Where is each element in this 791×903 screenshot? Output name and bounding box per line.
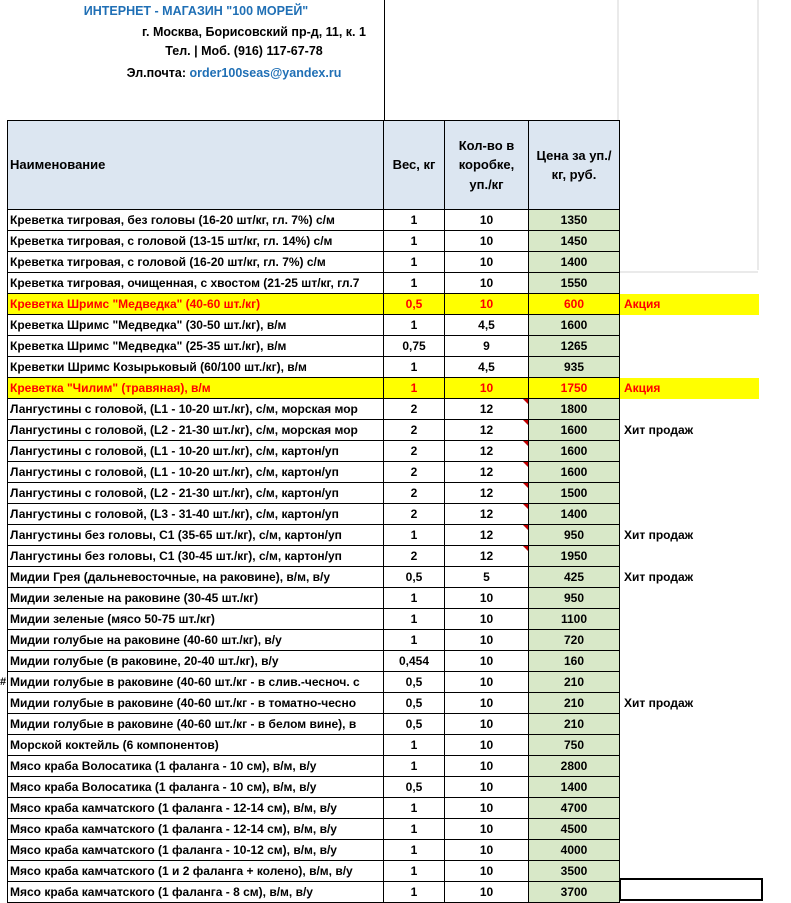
cell-name[interactable]: Креветки Шримс Козырьковый (60/100 шт./кг), в/м [8, 357, 384, 378]
cell-price[interactable]: 750 [529, 735, 620, 756]
cell-price[interactable]: 1500 [529, 483, 620, 504]
cell-price[interactable]: 160 [529, 651, 620, 672]
cell-price[interactable]: 1400 [529, 504, 620, 525]
cell-qty[interactable]: 12 [445, 546, 529, 567]
cell-name[interactable]: Креветка Шримс "Медведка" (30-50 шт./кг), в/м [8, 315, 384, 336]
table-row [8, 336, 760, 357]
cell-weight[interactable]: 0,75 [384, 336, 445, 357]
cell-name[interactable]: Креветка тигровая, очищенная, с хвостом (21-25 шт/кг, гл.7 [8, 273, 384, 294]
selected-cell[interactable] [619, 878, 763, 901]
cell-note[interactable] [620, 714, 760, 735]
cell-weight[interactable]: 1 [384, 882, 445, 903]
cell-name[interactable]: Мясо краба камчатского (1 фаланга - 8 см), в/м, в/у [8, 882, 384, 903]
cell-name[interactable]: Мясо краба камчатского (1 фаланга - 12-14 см), в/м, в/у [8, 819, 384, 840]
cell-note[interactable]: Хит продаж [624, 423, 694, 437]
cell-price[interactable]: 4700 [529, 798, 620, 819]
table-row [8, 462, 760, 483]
cell-note[interactable] [620, 546, 760, 567]
cell-weight[interactable]: 0,5 [384, 693, 445, 714]
cell-qty[interactable]: 12 [445, 399, 529, 420]
table-row [8, 252, 760, 273]
cell-name[interactable]: Морской коктейль (6 компонентов) [8, 735, 384, 756]
cell-price[interactable]: 1400 [529, 252, 620, 273]
cell-qty[interactable]: 4,5 [445, 357, 529, 378]
cell-weight[interactable]: 1 [384, 210, 445, 231]
cell-weight[interactable]: 2 [384, 420, 445, 441]
cell-qty[interactable]: 10 [445, 756, 529, 777]
cell-name[interactable]: Креветка Шримс "Медведка" (25-35 шт./кг), в/м [8, 336, 384, 357]
cell-price[interactable]: 4000 [529, 840, 620, 861]
table-row [8, 546, 760, 567]
cell-note[interactable] [620, 210, 760, 231]
cell-weight[interactable]: 2 [384, 462, 445, 483]
cell-note[interactable] [620, 273, 760, 294]
cell-qty[interactable]: 10 [445, 777, 529, 798]
cell-qty[interactable]: 10 [445, 252, 529, 273]
cell-price[interactable]: 1600 [529, 315, 620, 336]
cell-price[interactable]: 1550 [529, 273, 620, 294]
cell-note[interactable]: Акция [620, 378, 760, 399]
cell-price[interactable]: 600 [529, 294, 620, 315]
cell-name[interactable]: Мидии голубые на раковине (40-60 шт./кг), в/у [8, 630, 384, 651]
cell-qty[interactable]: 10 [445, 210, 529, 231]
cell-price[interactable]: 1350 [529, 210, 620, 231]
cell-price[interactable]: 950 [529, 588, 620, 609]
cell-price[interactable]: 1750 [529, 378, 620, 399]
cell-name[interactable]: Креветка тигровая, без головы (16-20 шт/кг, гл. 7%) с/м [8, 210, 384, 231]
cell-name[interactable]: Мидии голубые (в раковине, 20-40 шт./кг), в/у [8, 651, 384, 672]
cell-note[interactable] [620, 756, 760, 777]
cell-note[interactable] [620, 504, 760, 525]
cell-weight[interactable]: 1 [384, 798, 445, 819]
cell-qty[interactable]: 12 [445, 504, 529, 525]
cell-qty[interactable]: 10 [445, 861, 529, 882]
cell-weight[interactable]: 1 [384, 735, 445, 756]
cell-price[interactable]: 1950 [529, 546, 620, 567]
cell-price[interactable]: 935 [529, 357, 620, 378]
cell-note[interactable] [620, 336, 760, 357]
cell-qty[interactable]: 12 [445, 525, 529, 546]
cell-price[interactable]: 1450 [529, 231, 620, 252]
cell-qty[interactable]: 12 [445, 441, 529, 462]
cell-note[interactable] [620, 735, 760, 756]
cell-weight[interactable]: 1 [384, 273, 445, 294]
cell-name[interactable]: Лангустины с головой, (L2 - 21-30 шт./кг), с/м, картон/уп [8, 483, 384, 504]
table-row [8, 567, 760, 588]
cell-name[interactable]: Мясо краба камчатского (1 фаланга - 12-14 см), в/м, в/у [8, 798, 384, 819]
header-name[interactable]: Наименование [8, 121, 384, 210]
cell-weight[interactable]: 0,454 [384, 651, 445, 672]
cell-qty[interactable]: 10 [445, 630, 529, 651]
stray-hash-mark: # [0, 676, 7, 688]
cell-weight[interactable]: 2 [384, 399, 445, 420]
cell-name[interactable]: Креветка "Чилим" (травяная), в/м [8, 378, 384, 399]
cell-name[interactable]: Лангустины с головой, (L1 - 10-20 шт./кг), с/м, картон/уп [8, 441, 384, 462]
cell-name[interactable]: Мидии зеленые на раковине (30-45 шт./кг) [8, 588, 384, 609]
cell-name[interactable]: Лангустины с головой, (L1 - 10-20 шт./кг), с/м, морская мор [8, 399, 384, 420]
cell-qty[interactable]: 9 [445, 336, 529, 357]
cell-qty[interactable]: 10 [445, 231, 529, 252]
cell-note[interactable] [620, 588, 760, 609]
cell-note[interactable] [620, 840, 760, 861]
cell-name[interactable]: Лангустины с головой, (L1 - 10-20 шт./кг), с/м, картон/уп [8, 462, 384, 483]
cell-qty[interactable]: 10 [445, 294, 529, 315]
table-row [8, 273, 760, 294]
cell-note[interactable] [620, 399, 760, 420]
cell-qty[interactable]: 10 [445, 735, 529, 756]
table-row [8, 714, 760, 735]
cell-qty[interactable]: 10 [445, 588, 529, 609]
cell-note[interactable] [620, 672, 760, 693]
cell-weight[interactable]: 1 [384, 588, 445, 609]
email-label: Эл.почта: [126, 66, 190, 80]
cell-note[interactable] [620, 819, 760, 840]
cell-qty[interactable]: 12 [445, 462, 529, 483]
cell-note[interactable] [620, 630, 760, 651]
cell-name[interactable]: Креветка тигровая, с головой (16-20 шт/кг, гл. 7%) с/м [8, 252, 384, 273]
table-row [8, 483, 760, 504]
table-row [8, 420, 760, 441]
cell-weight[interactable]: 0,5 [384, 567, 445, 588]
cell-name[interactable]: Мясо краба Волосатика (1 фаланга - 10 см), в/м, в/у [8, 756, 384, 777]
cell-price[interactable]: 3700 [529, 882, 620, 903]
table-row [8, 735, 760, 756]
cell-weight[interactable]: 0,5 [384, 294, 445, 315]
cell-qty[interactable]: 12 [445, 420, 529, 441]
cell-name[interactable]: Лангустины без головы, С1 (30-45 шт./кг), с/м, картон/уп [8, 546, 384, 567]
cell-qty[interactable]: 10 [445, 798, 529, 819]
cell-note[interactable]: Хит продаж [624, 528, 694, 542]
cell-name[interactable]: Мясо краба камчатского (1 фаланга - 10-12 см), в/м, в/у [8, 840, 384, 861]
shop-header [8, 0, 385, 120]
table-row [8, 840, 760, 861]
table-header-row [8, 121, 760, 210]
cell-weight[interactable]: 2 [384, 546, 445, 567]
table-row [8, 819, 760, 840]
table-row [8, 630, 760, 651]
cell-note[interactable] [620, 441, 760, 462]
cell-qty[interactable]: 10 [445, 819, 529, 840]
cell-price[interactable]: 720 [529, 630, 620, 651]
cell-price[interactable]: 3500 [529, 861, 620, 882]
cell-price[interactable]: 1600 [529, 462, 620, 483]
cell-price[interactable]: 210 [529, 672, 620, 693]
cell-qty[interactable]: 10 [445, 651, 529, 672]
header-price[interactable]: Цена за уп./кг, руб. [529, 121, 620, 210]
price-table [7, 120, 760, 903]
cell-weight[interactable]: 2 [384, 504, 445, 525]
cell-price[interactable]: 1800 [529, 399, 620, 420]
cell-name[interactable]: Мидии голубые в раковине (40-60 шт./кг - в слив.-чесноч. с [8, 672, 384, 693]
cell-qty[interactable]: 5 [445, 567, 529, 588]
cell-weight[interactable]: 2 [384, 483, 445, 504]
cell-note[interactable] [620, 231, 760, 252]
cell-note[interactable] [620, 315, 760, 336]
cell-name[interactable]: Креветка тигровая, с головой (13-15 шт/кг, гл. 14%) с/м [8, 231, 384, 252]
table-row [8, 651, 760, 672]
cell-weight[interactable]: 1 [384, 231, 445, 252]
cell-note[interactable]: Хит продаж [624, 570, 694, 584]
cell-note[interactable]: Хит продаж [624, 696, 694, 710]
cell-weight[interactable]: 0,5 [384, 672, 445, 693]
cell-weight[interactable]: 1 [384, 609, 445, 630]
cell-weight[interactable]: 1 [384, 525, 445, 546]
cell-name[interactable]: Мидии голубые в раковине (40-60 шт./кг - в томатно-чесно [8, 693, 384, 714]
cell-qty[interactable]: 10 [445, 672, 529, 693]
table-row [8, 588, 760, 609]
cell-name[interactable]: Креветка Шримс "Медведка" (40-60 шт./кг) [8, 294, 384, 315]
table-row [8, 504, 760, 525]
cell-qty[interactable]: 10 [445, 693, 529, 714]
cell-note[interactable] [620, 462, 760, 483]
cell-price[interactable]: 1400 [529, 777, 620, 798]
table-row [8, 315, 760, 336]
shop-phone: Тел. | Моб. (916) 117-67-78 [165, 44, 323, 58]
cell-name[interactable]: Мясо краба камчатского (1 и 2 фаланга + колено), в/м, в/у [8, 861, 384, 882]
cell-price[interactable]: 2800 [529, 756, 620, 777]
cell-note[interactable] [620, 798, 760, 819]
cell-weight[interactable]: 1 [384, 252, 445, 273]
cell-name[interactable]: Мидии зеленые (мясо 50-75 шт./кг) [8, 609, 384, 630]
table-row [8, 672, 760, 693]
table-row [8, 357, 760, 378]
cell-price[interactable]: 210 [529, 714, 620, 735]
cell-qty[interactable]: 10 [445, 609, 529, 630]
cell-qty[interactable]: 10 [445, 378, 529, 399]
shop-address: г. Москва, Борисовский пр-д, 11, к. 1 [142, 25, 366, 39]
table-row [8, 210, 760, 231]
cell-name[interactable]: Мидии Грея (дальневосточные, на раковине), в/м, в/у [8, 567, 384, 588]
header-qty[interactable]: Кол-во в коробке, уп./кг [445, 121, 529, 210]
cell-note[interactable] [620, 483, 760, 504]
email-link[interactable]: order100seas@yandex.ru [189, 66, 342, 80]
cell-price[interactable]: 950 [529, 525, 620, 546]
cell-price[interactable]: 4500 [529, 819, 620, 840]
cell-qty[interactable]: 10 [445, 882, 529, 903]
cell-qty[interactable]: 4,5 [445, 315, 529, 336]
table-row [8, 609, 760, 630]
header-weight[interactable]: Вес, кг [384, 121, 445, 210]
cell-weight[interactable]: 1 [384, 630, 445, 651]
cell-name[interactable]: Лангустины с головой, (L3 - 31-40 шт./кг), с/м, картон/уп [8, 504, 384, 525]
cell-weight[interactable]: 1 [384, 861, 445, 882]
cell-qty[interactable]: 10 [445, 840, 529, 861]
shop-email-line [46, 66, 422, 80]
cell-qty[interactable]: 10 [445, 714, 529, 735]
table-row [8, 777, 760, 798]
cell-price[interactable]: 1600 [529, 420, 620, 441]
cell-note[interactable] [620, 777, 760, 798]
cell-weight[interactable]: 1 [384, 756, 445, 777]
cell-note[interactable] [620, 651, 760, 672]
cell-name[interactable]: Лангустины без головы, С1 (35-65 шт./кг), с/м, картон/уп [8, 525, 384, 546]
cell-name[interactable]: Мидии голубые в раковине (40-60 шт./кг - в белом вине), в [8, 714, 384, 735]
cell-name[interactable]: Лангустины с головой, (L2 - 21-30 шт./кг), с/м, морская мор [8, 420, 384, 441]
table-row [8, 399, 760, 420]
table-row [8, 693, 760, 714]
cell-qty[interactable]: 10 [445, 273, 529, 294]
cell-weight[interactable]: 1 [384, 357, 445, 378]
cell-note[interactable]: Акция [620, 294, 760, 315]
table-row [8, 756, 760, 777]
cell-price[interactable]: 1600 [529, 441, 620, 462]
cell-note[interactable] [620, 252, 760, 273]
table-row [8, 294, 760, 315]
cell-weight[interactable]: 2 [384, 441, 445, 462]
cell-qty[interactable]: 12 [445, 483, 529, 504]
cell-weight[interactable]: 1 [384, 819, 445, 840]
cell-price[interactable]: 425 [529, 567, 620, 588]
cell-name[interactable]: Мясо краба Волосатика (1 фаланга - 10 см), в/м, в/у [8, 777, 384, 798]
cell-price[interactable]: 1265 [529, 336, 620, 357]
cell-weight[interactable]: 1 [384, 840, 445, 861]
cell-weight[interactable]: 1 [384, 315, 445, 336]
cell-price[interactable]: 210 [529, 693, 620, 714]
table-row [8, 441, 760, 462]
shop-title: ИНТЕРНЕТ - МАГАЗИН "100 МОРЕЙ" [83, 4, 309, 18]
table-row [8, 525, 760, 546]
cell-note[interactable] [620, 357, 760, 378]
cell-weight[interactable]: 0,5 [384, 777, 445, 798]
cell-weight[interactable]: 1 [384, 378, 445, 399]
header-note-empty [620, 121, 760, 210]
table-row [8, 378, 760, 399]
cell-price[interactable]: 1100 [529, 609, 620, 630]
table-row [8, 231, 760, 252]
cell-note[interactable] [620, 609, 760, 630]
cell-weight[interactable]: 0,5 [384, 714, 445, 735]
table-row [8, 798, 760, 819]
